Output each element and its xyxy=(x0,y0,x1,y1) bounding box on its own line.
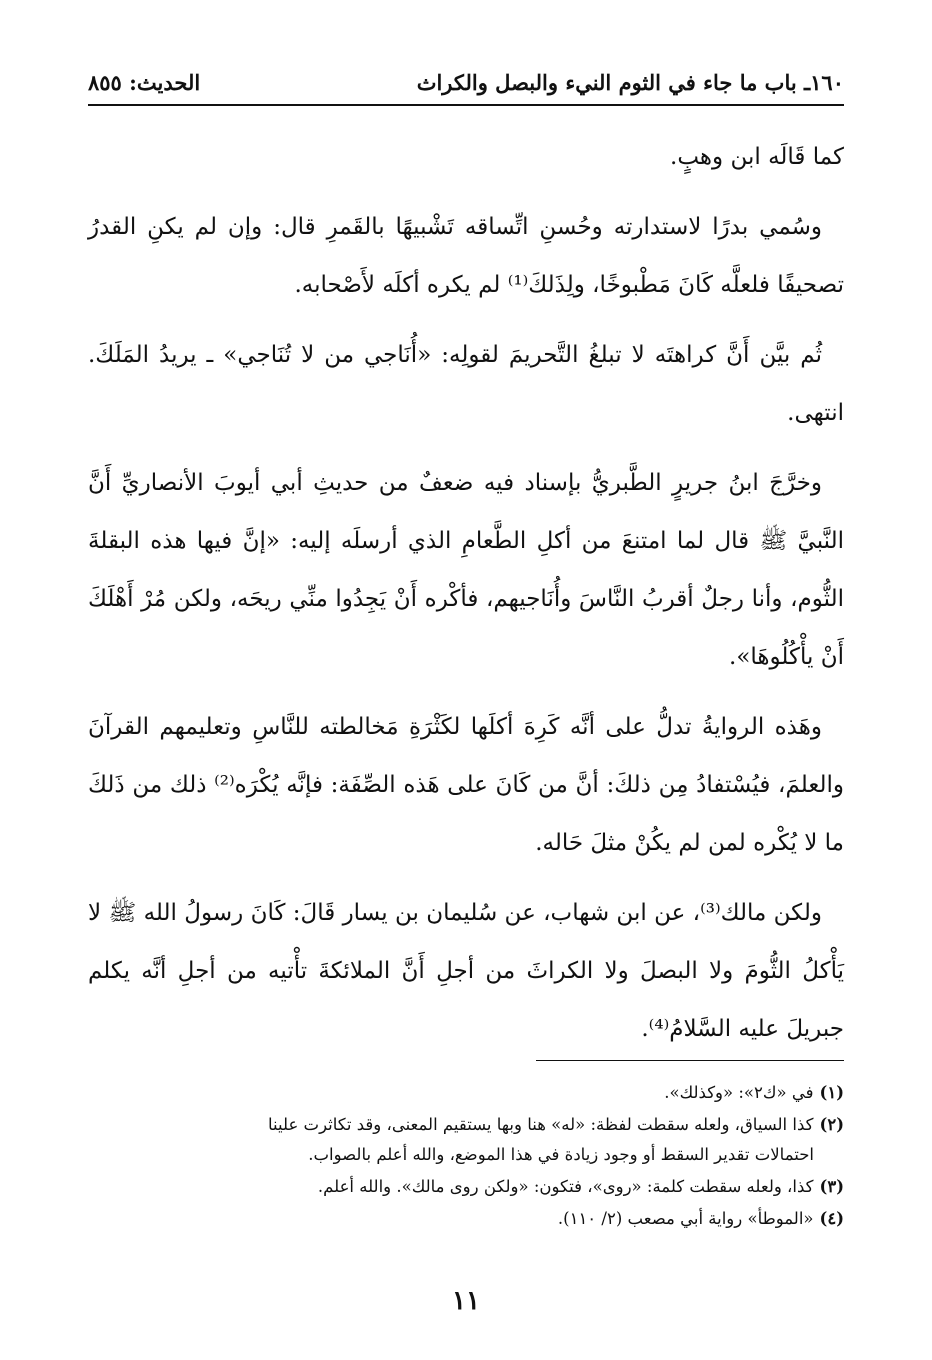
footnote xyxy=(88,1204,844,1234)
chapter-title: ١٦٠ـ باب ما جاء في الثوم النيء والبصل والكراث xyxy=(416,69,844,95)
paragraph: ثُم بيَّن أَنَّ كراهتَه لا تبلغُ التَّحريمَ لقولِه: «أُنَاجي من لا تُنَاجي» ـ يريدُ المَلَكَ. انتهى. xyxy=(88,342,844,426)
paragraph: كما قَالَه ابن وهبٍ. xyxy=(670,144,844,170)
paragraph: وخرَّجَ ابنُ جريرٍ الطَّبريُّ بإسناد فيه ضعفٌ من حديثِ أبي أيوبَ الأنصاريِّ أَنَّ النَّبيَّ ﷺ قال لما امتنعَ من أكلِ الطَّعامِ الذي أرسلَه إليه: «إنَّ فيها هذه البقلةَ الثُّوم، وأنا رجلٌ أقربُ النَّاسَ وأُنَاجيهم، فأكْره أَنْ يَجِدُوا منِّي ريحَه، ولكن مُرْ أَهْلَكَ أَنْ يأْكُلُوهَا». xyxy=(88,470,844,670)
footnote-continuation: احتمالات تقدير السقط أو وجود زيادة في هذا الموضع، والله أعلم بالصواب. xyxy=(308,1145,814,1164)
footnote xyxy=(88,1172,844,1202)
footnote-number: (١) xyxy=(819,1083,844,1102)
footnotes xyxy=(88,1078,844,1236)
paragraph: وهَذه الروايةُ تدلُّ على أنَّه كَرِهَ أكلَها لكَثْرَةِ مَخالطته للنَّاسِ وتعليمهم القرآنَ والعلمَ، فيُسْتفادُ مِن ذلكَ: أنَّ من كَانَ على هَذه الصِّفَة: فإنَّه يُكْرَه⁽²⁾ ذلك من ذَلكَ ما لا يُكْره لمن لم يكُنْ مثلَ حَاله. xyxy=(88,714,844,856)
footnote-text: كذا السياق، ولعله سقطت لفظة: «له» هنا وبها يستقيم المعنى، وقد تكاثرت علينا xyxy=(268,1115,814,1134)
running-header xyxy=(88,60,844,106)
footnote-text: في «ك٢»: «وكذلك». xyxy=(664,1083,814,1102)
footnote-number: (٢) xyxy=(819,1115,844,1134)
footnote-number: (٤) xyxy=(819,1209,844,1228)
main-text xyxy=(88,128,844,1058)
footnote xyxy=(88,1078,844,1108)
footnote-text: كذا، ولعله سقطت كلمة: «روى»، فتكون: «ولكن روى مالك». والله أعلم. xyxy=(317,1177,814,1196)
paragraph: وسُمي بدرًا لاستدارته وحُسنِ اتِّساقه تَشْبيهًا بالقَمرِ قال: وإن لم يكنِ القدرُ تصحيفًا فلعلَّه كَانَ مَطْبوخًا، ولِذَلكَ⁽¹⁾ لم يكره أكلَه لأَصْحابه. xyxy=(88,214,844,298)
page-number: ١١ xyxy=(452,1286,480,1316)
footnote-number: (٣) xyxy=(819,1177,844,1196)
footnote-text: «الموطأ» رواية أبي مصعب (٢/ ١١٠). xyxy=(557,1209,814,1228)
footnote xyxy=(88,1110,844,1170)
document-page xyxy=(88,60,844,1350)
footnote-divider xyxy=(536,1060,844,1061)
paragraph: ولكن مالك⁽³⁾، عن ابن شهاب، عن سُليمان بن يسار قَالَ: كَانَ رسولُ الله ﷺ لا يَأْكلُ الثُّومَ ولا البصلَ ولا الكراثَ من أجلِ أَنَّ الملائكةَ تأْتيه من أجلِ أنَّه يكلم جبريلَ عليه السَّلامُ⁽⁴⁾. xyxy=(88,900,844,1042)
hadith-number: الحديث: ٨٥٥ xyxy=(88,69,201,95)
